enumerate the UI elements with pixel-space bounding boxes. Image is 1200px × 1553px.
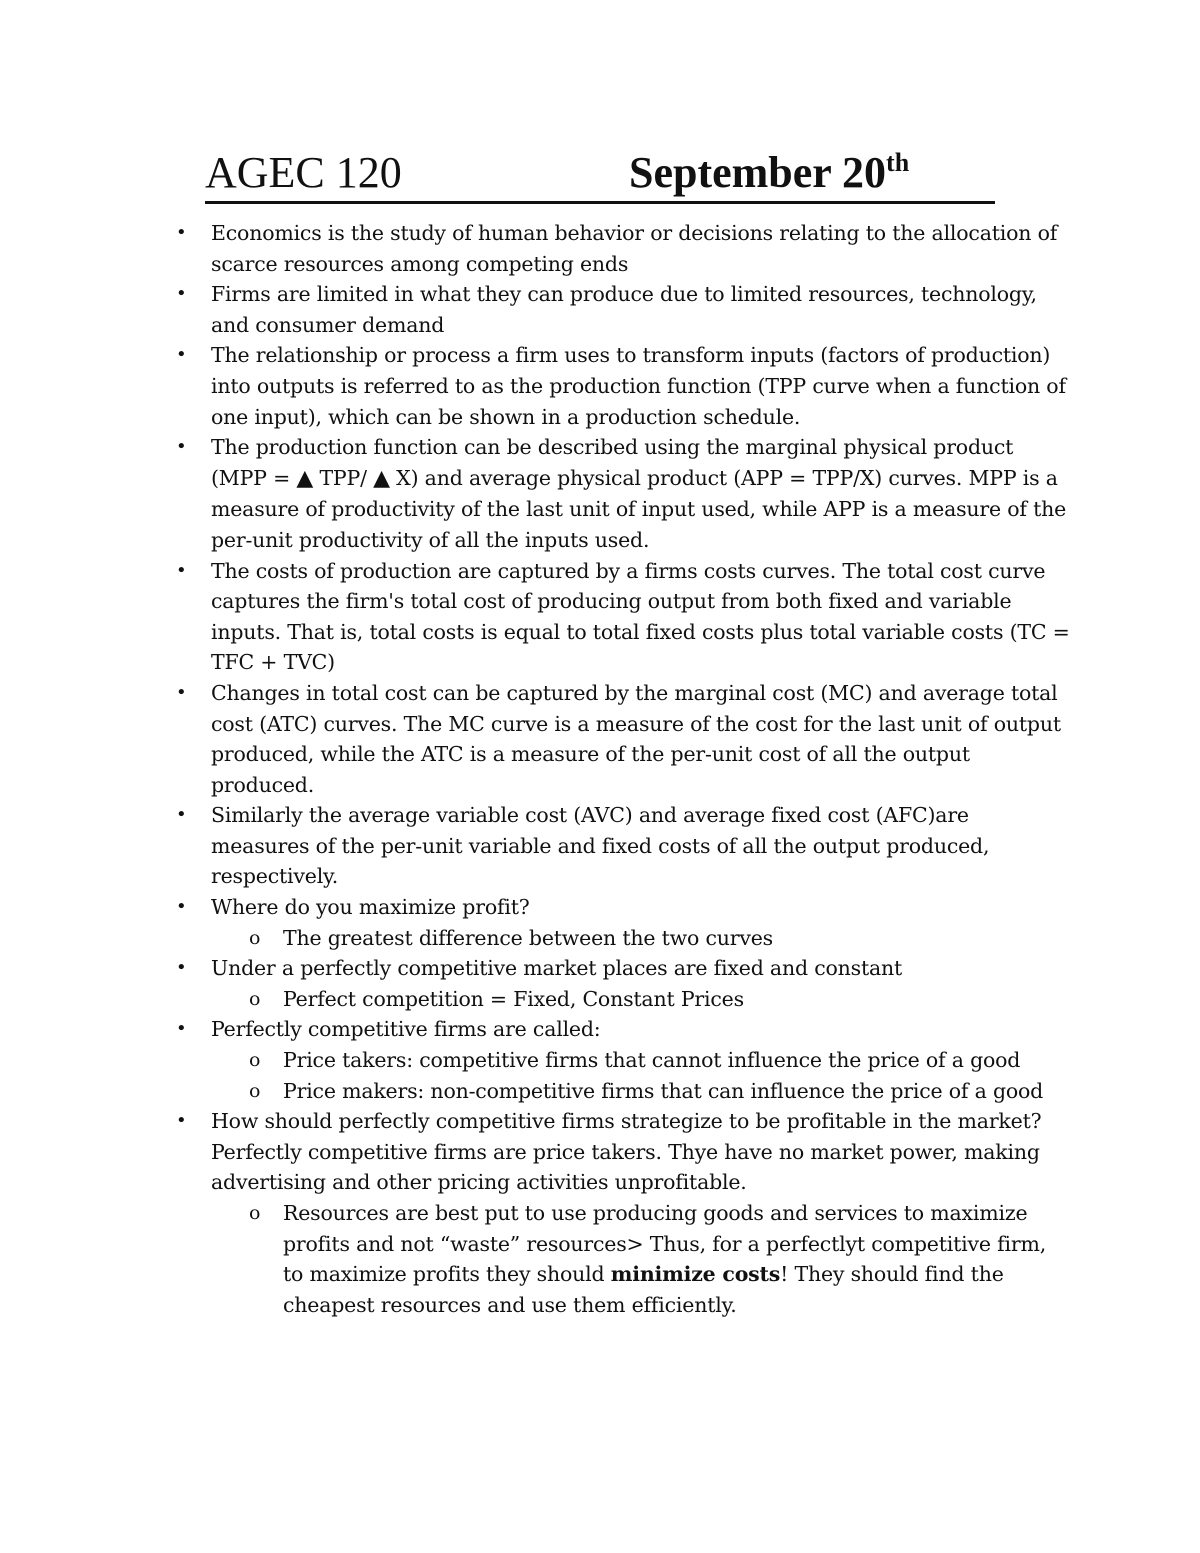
list-item	[0, 340, 1071, 432]
item-text: Resources are best put to use producing goods and services to maximize profits and not “waste” resources> Thus, for a perfectlyt competitive firm, to maximize profits they should	[283, 1201, 1047, 1287]
item-text: TPP/	[313, 465, 374, 490]
sub-bullet-marker: o	[249, 926, 261, 949]
item-text: Under a perfectly competitive market places are fixed and constant	[211, 956, 903, 981]
list-item	[0, 678, 1071, 800]
bullet-marker: •	[176, 344, 187, 366]
sub-list-item	[0, 984, 1063, 1015]
sub-list-item	[0, 1198, 1063, 1320]
date-suffix: th	[886, 148, 910, 177]
item-text: Economics is the study of human behavior or decisions relating to the allocation of scarce resources among competing ends	[211, 221, 1058, 276]
item-text: How should perfectly competitive firms strategize to be profitable in the market? Perfectly competitive firms are price takers. Thye have no market power, making advertising and other pricing activities unprofitable.	[211, 1109, 1042, 1195]
item-text: Perfect competition = Fixed, Constant Prices	[283, 986, 744, 1011]
list-item	[0, 1014, 1071, 1045]
bullet-marker: •	[176, 1110, 187, 1132]
bullet-marker: •	[176, 681, 187, 703]
item-text: Changes in total cost can be captured by the marginal cost (MC) and average total cost (ATC) curves. The MC curve is a measure of the cost for the last unit of output produced, while the ATC is a measure of the per-unit cost of all the output produced.	[211, 680, 1061, 797]
item-text: Firms are limited in what they can produce due to limited resources, technology, and consumer demand	[211, 282, 1037, 337]
list-item	[0, 800, 1071, 892]
sub-list-item	[0, 1045, 1063, 1076]
bullet-marker: •	[176, 896, 187, 918]
emphasis-text: minimize costs	[610, 1262, 781, 1287]
notes-list	[0, 218, 1200, 1320]
item-text: Price takers: competitive firms that cannot influence the price of a good	[283, 1048, 1021, 1073]
list-item	[0, 892, 1071, 923]
item-text: X) and average physical product (APP = TPP/X) curves. MPP is a measure of productivity of the last unit of input used, while APP is a measure of the per-unit productivity of all the inputs used.	[211, 465, 1067, 552]
item-text: Similarly the average variable cost (AVC) and average fixed cost (AFC)are measures of the per-unit variable and fixed costs of all the output produced, respectively.	[211, 803, 990, 889]
page-title	[205, 145, 995, 204]
list-item	[0, 432, 1071, 555]
sub-bullet-marker: o	[249, 1202, 261, 1224]
lecture-date	[629, 145, 909, 201]
list-item	[0, 1106, 1071, 1198]
bullet-marker: •	[176, 436, 187, 458]
sub-bullet-marker: o	[249, 1049, 261, 1072]
bullet-marker: •	[176, 804, 187, 826]
bullet-marker: •	[176, 283, 187, 305]
list-item	[0, 953, 1071, 984]
item-text: Price makers: non-competitive firms that can influence the price of a good	[283, 1078, 1044, 1103]
list-item	[0, 279, 1071, 340]
delta-icon: ▲	[296, 465, 314, 491]
list-item	[0, 218, 1071, 279]
sub-bullet-marker: o	[249, 987, 261, 1010]
sub-list-item	[0, 923, 1063, 954]
sub-bullet-marker: o	[249, 1079, 261, 1102]
bullet-marker: •	[176, 222, 187, 243]
bullet-marker: •	[176, 1018, 187, 1040]
bullet-marker: •	[176, 559, 187, 581]
bullet-marker: •	[176, 957, 187, 979]
course-code: AGEC 120	[205, 148, 402, 197]
delta-icon: ▲	[373, 465, 390, 491]
item-text: The greatest difference between the two curves	[283, 925, 773, 950]
sub-list-item	[0, 1076, 1063, 1107]
item-text: Where do you maximize profit?	[211, 895, 530, 920]
date-text: September 20	[629, 148, 887, 197]
item-text: Perfectly competitive firms are called:	[211, 1017, 601, 1042]
item-text: The production function can be described using the marginal physical product (MPP =	[211, 435, 1014, 490]
item-text: The costs of production are captured by a firms costs curves. The total cost curve captures the firm's total cost of producing output from both fixed and variable inputs. That is, total costs is equal to total fixed costs plus total variable costs (TC = TFC + TVC)	[211, 558, 1070, 675]
item-text: The relationship or process a firm uses to transform inputs (factors of production) into outputs is referred to as the production function (TPP curve when a function of one input), which can be shown in a production schedule.	[211, 343, 1066, 429]
list-item	[0, 556, 1071, 678]
item-text: ! They should find the cheapest resources and use them efficiently.	[283, 1262, 1004, 1317]
